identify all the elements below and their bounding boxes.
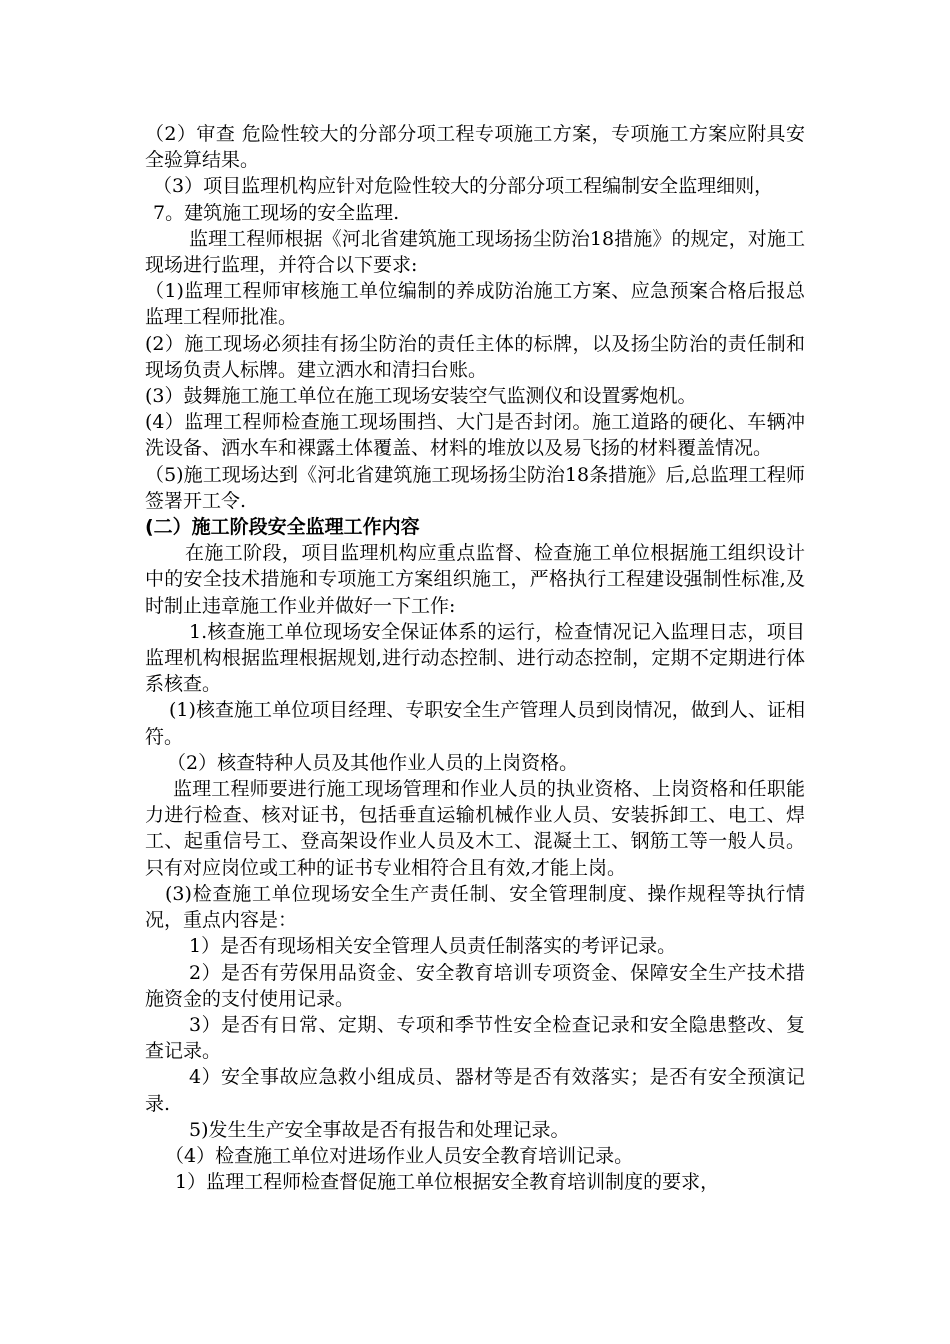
paragraph: (3）鼓舞施工施工单位在施工现场安装空气监测仪和设置雾炮机。	[145, 385, 697, 408]
paragraph: （1)监理工程师审核施工单位编制的养成防治施工方案、应急预案合格后报总监理工程师批准。	[145, 280, 805, 329]
paragraph: （4）检查施工单位对进场作业人员安全教育培训记录。	[165, 1144, 634, 1167]
paragraph: (4）监理工程师检查施工现场围挡、大门是否封闭。施工道路的硬化、车辆冲洗设备、洒水车和裸露土体覆盖、材料的堆放以及易飞扬的材料覆盖情况。	[145, 411, 805, 460]
paragraph: 5)发生生产安全事故是否有报告和处理记录。	[189, 1118, 570, 1141]
paragraph: 1）监理工程师检查督促施工单位根据安全教育培训制度的要求，	[175, 1171, 720, 1194]
paragraph: 1.核查施工单位现场安全保证体系的运行，检查情况记入监理日志，项目监理机构根据监理根据规划,进行动态控制、进行动态控制，定期不定期进行体系核查。	[145, 620, 805, 696]
paragraph: 监理工程师要进行施工现场管理和作业人员的执业资格、上岗资格和任职能力进行检查、核对证书，包括垂直运输机械作业人员、安装拆卸工、电工、焊工、起重信号工、登高架设作业人员及木工、混凝土工、钢筋工等一般人员。只有对应岗位或工种的证书专业相符合且有效,才能上岗。	[145, 778, 805, 879]
paragraph: 1）是否有现场相关安全管理人员责任制落实的考评记录。	[189, 935, 677, 958]
paragraph: (3)检查施工单位现场安全生产责任制、安全管理制度、操作规程等执行情况，重点内容是：	[145, 882, 805, 932]
paragraph: 监理工程师根据《河北省建筑施工现场扬尘防治18措施》的规定，对施工现场进行监理，并符合以下要求:	[145, 227, 805, 277]
paragraph: 3）是否有日常、定期、专项和季节性安全检查记录和安全隐患整改、复查记录。	[145, 1013, 805, 1063]
document-body	[145, 121, 805, 1195]
paragraph: （3）项目监理机构应针对危险性较大的分部分项工程编制安全监理细则，	[153, 175, 774, 198]
section-heading: (二）施工阶段安全监理工作内容	[145, 516, 420, 539]
paragraph: （2）核查特种人员及其他作业人员的上岗资格。	[167, 751, 579, 774]
paragraph: 4）安全事故应急救小组成员、器材等是否有效落实；是否有安全预演记录.	[145, 1066, 805, 1115]
paragraph: 2）是否有劳保用品资金、安全教育培训专项资金、保障安全生产技术措施资金的支付使用记录。	[145, 961, 805, 1010]
paragraph: （2）审查 危险性较大的分部分项工程专项施工方案，专项施工方案应附具安全验算结果。	[145, 123, 805, 172]
paragraph: (1)核查施工单位项目经理、专职安全生产管理人员到岗情况，做到人、证相符。	[145, 699, 805, 748]
paragraph: （5)施工现场达到《河北省建筑施工现场扬尘防治18条措施》后,总监理工程师签署开工令.	[145, 463, 805, 512]
paragraph: (2）施工现场必须挂有扬尘防治的责任主体的标牌，以及扬尘防治的责任制和现场负责人标牌。建立洒水和清扫台账。	[145, 332, 805, 381]
paragraph: 在施工阶段，项目监理机构应重点监督、检查施工单位根据施工组织设计中的安全技术措施和专项施工方案组织施工，严格执行工程建设强制性标准,及时制止违章施工作业并做好一下工作:	[145, 542, 805, 617]
paragraph: 7。建筑施工现场的安全监理.	[153, 201, 400, 224]
